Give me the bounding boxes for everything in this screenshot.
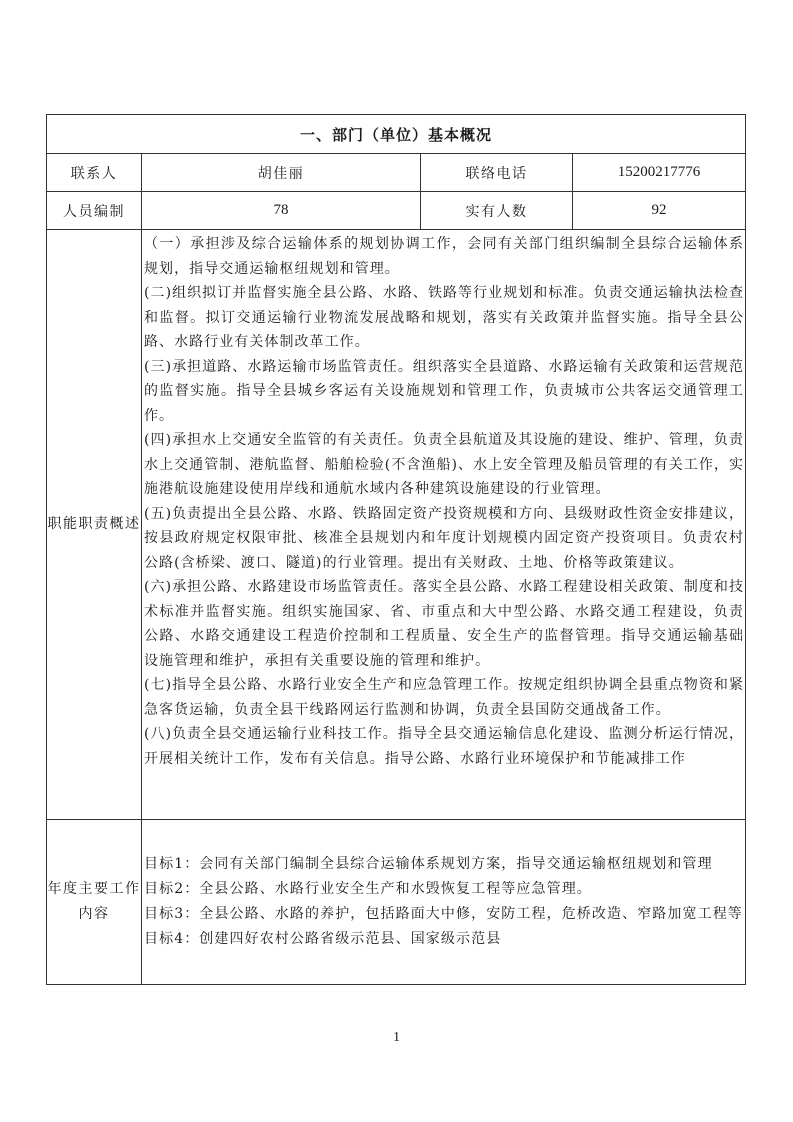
- section-title: 一、部门（单位）基本概况: [47, 115, 746, 154]
- duties-label: 职能职责概述: [47, 230, 142, 820]
- actual-staff-label: 实有人数: [421, 192, 573, 230]
- annual-goals-content: [142, 820, 746, 985]
- goal-item: 目标2：全县公路、水路行业安全生产和水毁恢复工程等应急管理。: [144, 881, 592, 897]
- staffing-value: 78: [142, 192, 421, 230]
- goal-item: 目标1：会同有关部门编制全县综合运输体系规划方案，指导交通运输枢纽规划和管理: [144, 856, 713, 872]
- staffing-row: [47, 192, 746, 230]
- duties-row: [47, 230, 746, 820]
- annual-work-label-line1: 年度主要工作: [47, 881, 141, 897]
- title-row: [47, 115, 746, 154]
- annual-work-label-line2: 内容: [78, 906, 110, 922]
- phone-label: 联络电话: [421, 154, 573, 192]
- goal-item: 目标3：全县公路、水路的养护，包括路面大中修，安防工程，危桥改造、窄路加宽工程等: [144, 906, 743, 922]
- annual-work-row: [47, 820, 746, 985]
- contact-label: 联系人: [47, 154, 142, 192]
- department-overview-table: [46, 114, 746, 985]
- duty-paragraph: (六)承担公路、水路建设市场监管责任。落实全县公路、水路工程建设相关政策、制度和技术标准并监督实施。组织实施国家、省、市重点和大中型公路、水路交通工程建设，负责公路、水路交通建设工程造价控制和工程质量、安全生产的监督管理。指导交通运输基础设施管理和维护，承担有关重要设施的管理和维护。: [144, 579, 745, 669]
- duty-paragraph: (三)承担道路、水路运输市场监管责任。组织落实全县道路、水路运输有关政策和运营规范的监督实施。指导全县城乡客运有关设施规划和管理工作，负责城市公共客运交通管理工作。: [144, 358, 745, 424]
- duty-paragraph: (五)负责提出全县公路、水路、铁路固定资产投资规模和方向、县级财政性资金安排建议，按县政府规定权限审批、核准全县规划内和年度计划规模内固定资产投资项目。负责农村公路(含桥梁、渡口、隧道)的行业管理。提出有关财政、土地、价格等政策建议。: [144, 505, 745, 571]
- duties-content: [142, 230, 746, 820]
- annual-work-label: [47, 820, 142, 985]
- duty-paragraph: (四)承担水上交通安全监管的有关责任。负责全县航道及其设施的建设、维护、管理，负责水上交通管制、港航监督、船舶检验(不含渔船)、水上安全管理及船员管理的有关工作，实施港航设施建设使用岸线和通航水域内各种建筑设施建设的行业管理。: [144, 432, 745, 497]
- contact-value: 胡佳丽: [142, 154, 421, 192]
- staffing-label: 人员编制: [47, 192, 142, 230]
- contact-row: [47, 154, 746, 192]
- actual-staff-value: 92: [573, 192, 746, 230]
- duty-paragraph: (七)指导全县公路、水路行业安全生产和应急管理工作。按规定组织协调全县重点物资和紧急客货运输，负责全县干线路网运行监测和协调，负责全县国防交通战备工作。: [144, 677, 745, 718]
- phone-value: 15200217776: [573, 154, 746, 192]
- duty-paragraph: (二)组织拟订并监督实施全县公路、水路、铁路等行业规划和标准。负责交通运输执法检查和监督。拟订交通运输行业物流发展战略和规划，落实有关政策并监督实施。指导全县公路、水路行业有关体制改革工作。: [144, 285, 745, 350]
- goal-item: 目标4：创建四好农村公路省级示范县、国家级示范县: [144, 931, 502, 947]
- page-number: 1: [393, 1030, 400, 1045]
- duty-paragraph: (八)负责全县交通运输行业科技工作。指导全县交通运输信息化建设、监测分析运行情况，开展相关统计工作，发布有关信息。指导公路、水路行业环境保护和节能减排工作: [144, 726, 745, 767]
- duty-paragraph: （一）承担涉及综合运输体系的规划协调工作，会同有关部门组织编制全县综合运输体系规划，指导交通运输枢纽规划和管理。: [144, 236, 745, 277]
